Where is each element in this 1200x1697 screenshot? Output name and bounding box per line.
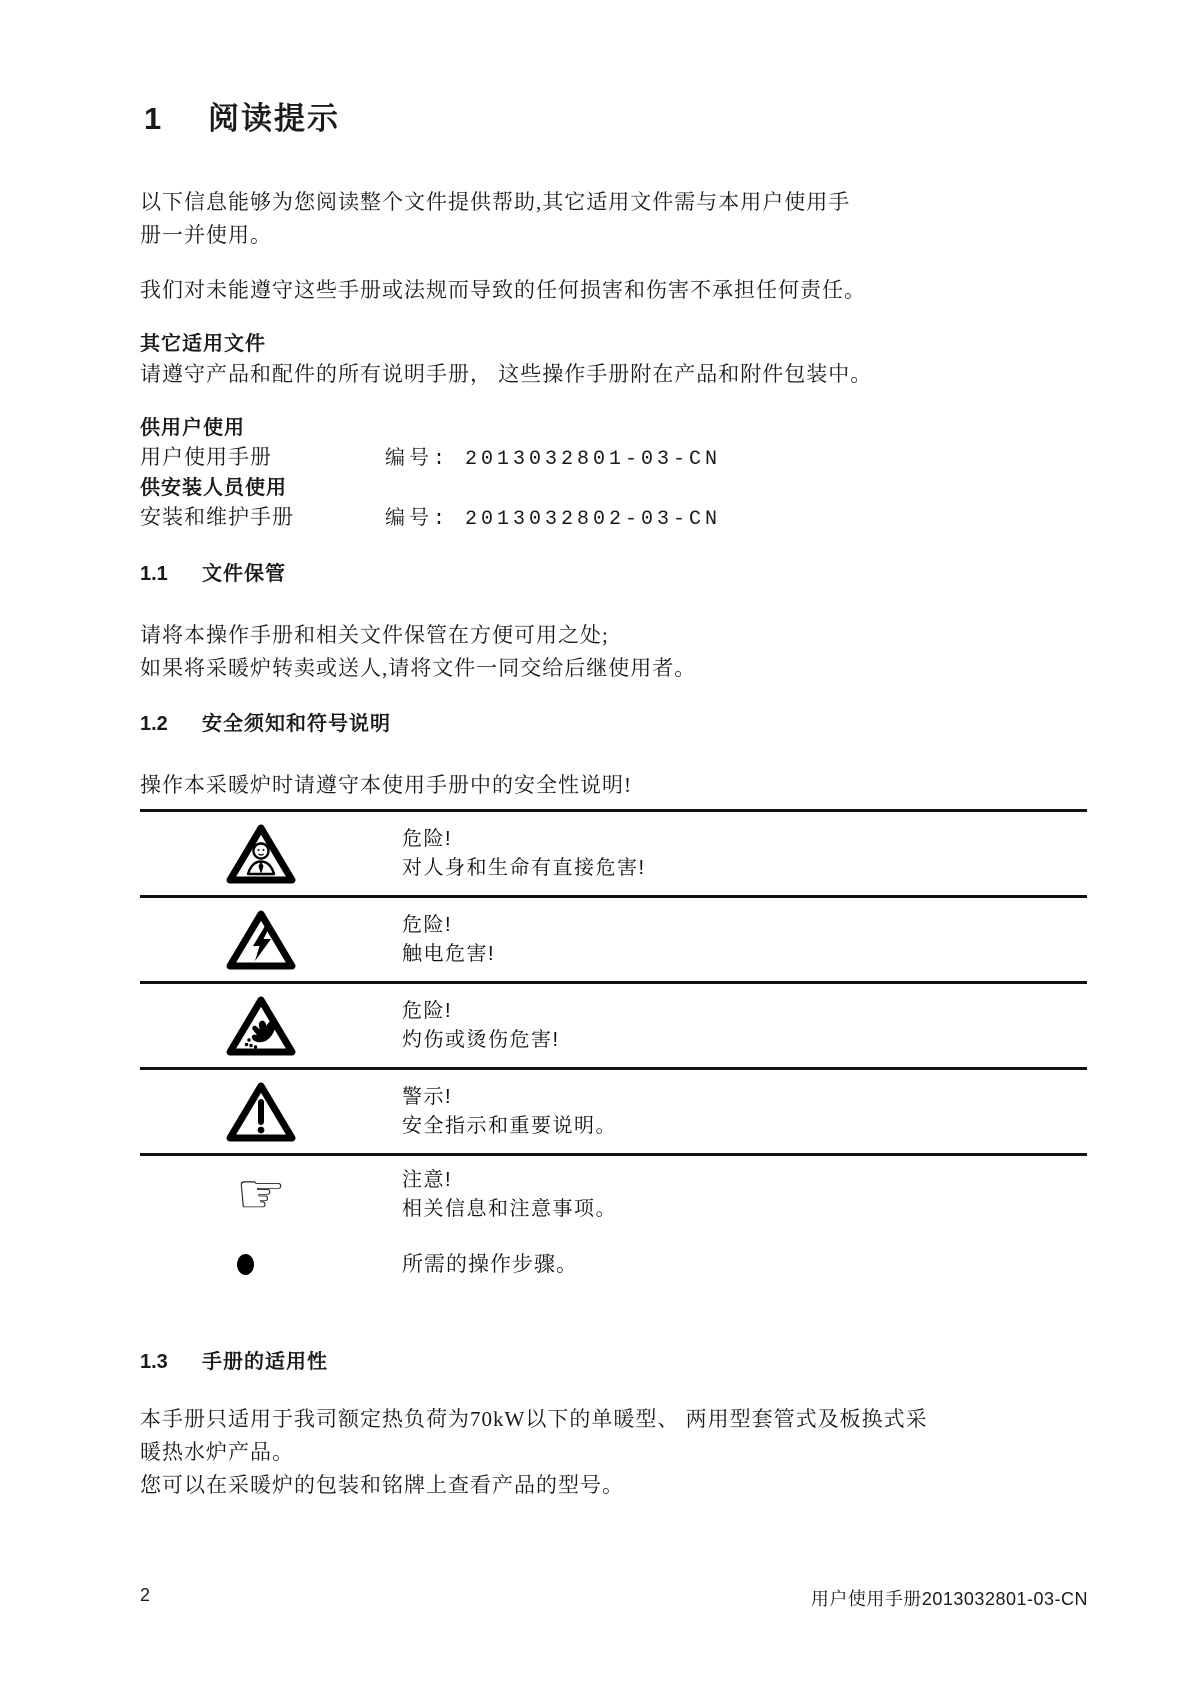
symbol-row-description: 触电危害! [402, 942, 496, 965]
symbol-row-title: 危险! [402, 999, 453, 1022]
section-1-3-line1: 本手册只适用于我司额定热负荷为70kW以下的单暖型、 两用型套管式及板换式采 [140, 1407, 928, 1431]
bullet-dot-icon [237, 1254, 254, 1275]
symbol-row-title: 危险! [402, 913, 453, 936]
symbol-row-description: 相关信息和注意事项。 [402, 1198, 617, 1220]
danger-person-triangle-icon [225, 823, 297, 885]
install-manual-label: 安装和维护手册 [140, 505, 294, 529]
symbol-row-note [140, 1156, 1087, 1234]
section-1-2-intro [140, 769, 1088, 802]
intro-paragraph-1 [140, 186, 1088, 252]
section-1-3-line3: 您可以在采暖炉的包装和铭牌上查看产品的型号。 [140, 1473, 624, 1497]
chapter-title: 阅读提示 [208, 101, 340, 136]
user-manual-label: 用户使用手册 [140, 445, 272, 469]
symbol-row-danger-person [140, 812, 1087, 898]
chapter-number: 1 [144, 101, 162, 136]
section-1-3-line2: 暖热水炉产品。 [140, 1440, 294, 1464]
section-1-2-heading [140, 709, 1088, 739]
symbol-row-warning [140, 1070, 1087, 1156]
symbol-row-title: 注意! [402, 1169, 453, 1191]
section-1-1-line1: 请将本操作手册和相关文件保管在方便可用之处; [140, 623, 609, 647]
section-1-3-body [140, 1403, 1088, 1502]
intro-p2-line: 我们对未能遵守这些手册或法规而导致的任何损害和伤害不承担任何责任。 [140, 278, 866, 302]
section-1-1-heading [140, 559, 1088, 589]
warning-exclamation-triangle-icon [225, 1081, 297, 1143]
intro-p1-line1: 以下信息能够为您阅读整个文件提供帮助,其它适用文件需与本用户使用手 [140, 190, 851, 214]
document-list [140, 414, 1088, 534]
section-1-3-title: 手册的适用性 [202, 1351, 328, 1373]
safety-symbol-table [140, 809, 1087, 1234]
section-1-3-heading [140, 1347, 1088, 1377]
install-manual-number: 编号: 2013032802-03-CN [385, 508, 722, 531]
section-1-1-title: 文件保管 [202, 563, 286, 585]
danger-electric-triangle-icon [225, 909, 297, 971]
action-step-text: 所需的操作步骤。 [402, 1252, 578, 1276]
symbol-row-danger-electric [140, 898, 1087, 984]
section-1-3-number: 1.3 [140, 1351, 168, 1373]
symbol-row-description: 灼伤或烫伤危害! [402, 1028, 560, 1051]
other-documents-title: 其它适用文件 [140, 333, 266, 355]
intro-p1-line2: 册一并使用。 [140, 223, 272, 247]
section-1-2-number: 1.2 [140, 713, 168, 735]
intro-paragraph-2 [140, 274, 1088, 307]
other-documents-body: 请遵守产品和配件的所有说明手册， 这些操作手册附在产品和附件包装中。 [140, 362, 873, 386]
symbol-row-description: 安全指示和重要说明。 [402, 1114, 617, 1137]
symbol-row-danger-burn [140, 984, 1087, 1070]
section-1-1-line2: 如果将采暖炉转卖或送人,请将文件一同交给后继使用者。 [140, 656, 697, 680]
chapter-heading [140, 100, 1088, 138]
symbol-row-title: 警示! [402, 1085, 453, 1108]
user-manual-row [140, 443, 1088, 474]
action-step-row [140, 1248, 1088, 1300]
install-manual-row [140, 503, 1088, 534]
footer-document-id: 用户使用手册2013032801-03-CN [810, 1589, 1088, 1609]
other-documents-block [140, 329, 1088, 389]
user-manual-number: 编号: 2013032801-03-CN [385, 448, 722, 471]
footer-page-number: 2 [140, 1585, 151, 1605]
symbol-row-title: 危险! [402, 827, 453, 850]
section-1-2-title: 安全须知和符号说明 [202, 713, 391, 735]
for-installer-title: 供安装人员使用 [140, 477, 287, 499]
page-content [140, 100, 1088, 1502]
section-1-1-number: 1.1 [140, 563, 168, 585]
danger-burn-triangle-icon [225, 995, 297, 1057]
section-1-2-intro-line: 操作本采暖炉时请遵守本使用手册中的安全性说明! [140, 773, 632, 797]
pointing-hand-icon: ☞ [235, 1162, 287, 1227]
section-1-1-body [140, 619, 1088, 685]
for-user-title: 供用户使用 [140, 417, 245, 439]
symbol-row-description: 对人身和生命有直接危害! [402, 856, 646, 879]
